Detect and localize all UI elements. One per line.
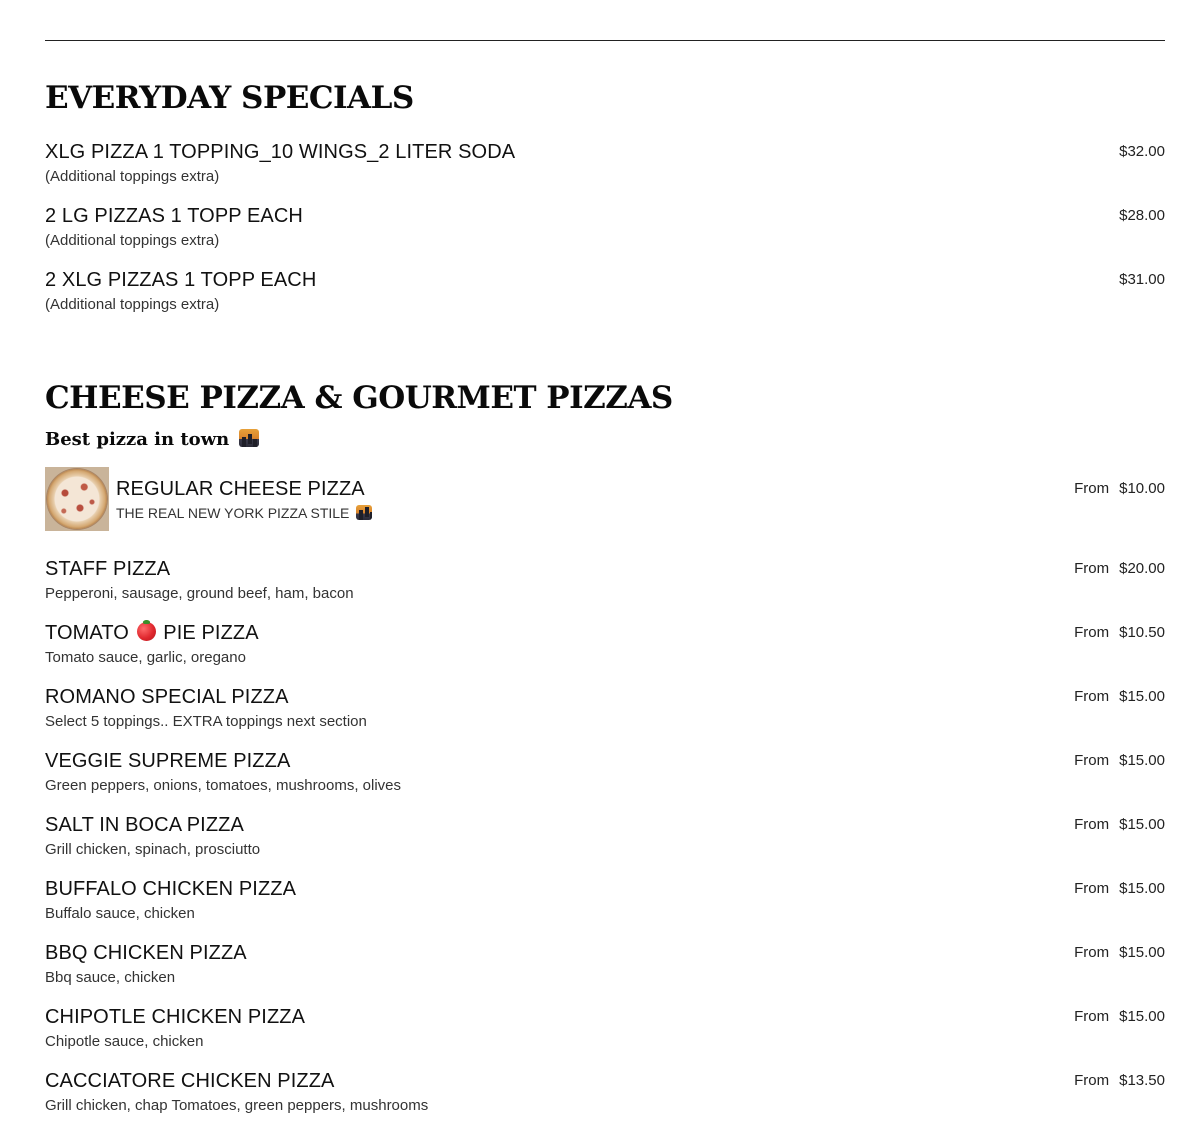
price-from-label: From <box>1074 688 1110 705</box>
item-name: CHIPOTLE CHICKEN PIZZA <box>45 1006 306 1028</box>
price-value: $13.50 <box>1119 1072 1165 1089</box>
price-from-label: From <box>1074 1008 1110 1025</box>
price-from-label: From <box>1074 480 1110 497</box>
item-description: Buffalo sauce, chicken <box>45 905 195 922</box>
tomato-icon <box>137 622 156 641</box>
cityscape-at-dusk-icon <box>356 505 372 520</box>
price-value: $15.00 <box>1119 688 1165 705</box>
item-name: 2 LG PIZZAS 1 TOPP EACH <box>45 205 303 227</box>
section-subtitle <box>45 429 259 450</box>
price-value: $15.00 <box>1119 880 1165 897</box>
price-from-label: From <box>1074 816 1110 833</box>
price-from-label: From <box>1074 624 1110 641</box>
menu-item[interactable] <box>45 942 1165 992</box>
price-value: $15.00 <box>1119 752 1165 769</box>
item-description: Bbq sauce, chicken <box>45 969 176 986</box>
menu-item[interactable] <box>45 1006 1165 1056</box>
price-from-label: From <box>1074 560 1110 577</box>
cheese-pizza-photo[interactable] <box>45 467 109 531</box>
price-from-label: From <box>1074 944 1110 961</box>
cityscape-at-dusk-icon <box>239 429 259 447</box>
menu-item[interactable] <box>45 269 1165 319</box>
item-name <box>45 622 259 645</box>
item-description: Pepperoni, sausage, ground beef, ham, bacon <box>45 585 354 602</box>
item-name: 2 XLG PIZZAS 1 TOPP EACH <box>45 269 317 291</box>
price-from-label: From <box>1074 1072 1110 1089</box>
price-value: $10.50 <box>1119 624 1165 641</box>
price-value: $10.00 <box>1119 480 1165 497</box>
item-name: ROMANO SPECIAL PIZZA <box>45 686 289 708</box>
item-description: (Additional toppings extra) <box>45 168 220 185</box>
item-description: Tomato sauce, garlic, oregano <box>45 649 246 666</box>
menu-item[interactable] <box>45 558 1165 608</box>
section-title-everyday-specials: EVERYDAY SPECIALS <box>45 80 414 116</box>
menu-item[interactable] <box>45 686 1165 736</box>
item-description: Grill chicken, chap Tomatoes, green peppers, mushrooms <box>45 1097 429 1114</box>
pizza-image <box>47 469 107 529</box>
section-title-gourmet-pizzas: CHEESE PIZZA & GOURMET PIZZAS <box>45 380 673 416</box>
menu-item[interactable] <box>45 878 1165 928</box>
menu-item[interactable] <box>45 205 1165 255</box>
item-description: Chipotle sauce, chicken <box>45 1033 204 1050</box>
item-name-part: PIE PIZZA <box>163 622 259 644</box>
item-price: $28.00 <box>1119 207 1165 224</box>
item-description: Green peppers, onions, tomatoes, mushrooms, olives <box>45 777 402 794</box>
menu-item[interactable] <box>45 141 1165 191</box>
section-subtitle-text: Best pizza in town <box>45 429 230 450</box>
item-price <box>1074 752 1165 769</box>
item-price <box>1074 560 1165 577</box>
price-from-label: From <box>1074 752 1110 769</box>
price-value: $15.00 <box>1119 1008 1165 1025</box>
item-price <box>1074 816 1165 833</box>
item-name: CACCIATORE CHICKEN PIZZA <box>45 1070 335 1092</box>
menu-item[interactable] <box>45 750 1165 800</box>
item-name: BBQ CHICKEN PIZZA <box>45 942 247 964</box>
item-price <box>1074 944 1165 961</box>
item-description: (Additional toppings extra) <box>45 296 220 313</box>
menu-item[interactable] <box>45 478 1165 528</box>
item-price <box>1074 880 1165 897</box>
price-from-label: From <box>1074 880 1110 897</box>
item-price: $32.00 <box>1119 143 1165 160</box>
item-description: (Additional toppings extra) <box>45 232 220 249</box>
price-value: $20.00 <box>1119 560 1165 577</box>
item-description <box>116 505 372 521</box>
item-price <box>1074 480 1165 497</box>
item-name: XLG PIZZA 1 TOPPING_10 WINGS_2 LITER SODA <box>45 141 516 163</box>
item-price: $31.00 <box>1119 271 1165 288</box>
item-name: REGULAR CHEESE PIZZA <box>116 478 365 500</box>
item-name: SALT IN BOCA PIZZA <box>45 814 244 836</box>
item-description: Select 5 toppings.. EXTRA toppings next section <box>45 713 367 730</box>
item-name: STAFF PIZZA <box>45 558 171 580</box>
item-price <box>1074 624 1165 641</box>
top-divider <box>45 40 1165 41</box>
menu-item[interactable] <box>45 622 1165 672</box>
price-value: $15.00 <box>1119 944 1165 961</box>
item-price <box>1074 1008 1165 1025</box>
item-name-part: TOMATO <box>45 622 129 644</box>
item-name: BUFFALO CHICKEN PIZZA <box>45 878 297 900</box>
item-price <box>1074 1072 1165 1089</box>
item-price <box>1074 688 1165 705</box>
item-description: Grill chicken, spinach, prosciutto <box>45 841 261 858</box>
menu-item[interactable] <box>45 1070 1165 1120</box>
item-description-text: THE REAL NEW YORK PIZZA STILE <box>116 505 350 521</box>
price-value: $15.00 <box>1119 816 1165 833</box>
item-name: VEGGIE SUPREME PIZZA <box>45 750 291 772</box>
menu-item[interactable] <box>45 814 1165 864</box>
